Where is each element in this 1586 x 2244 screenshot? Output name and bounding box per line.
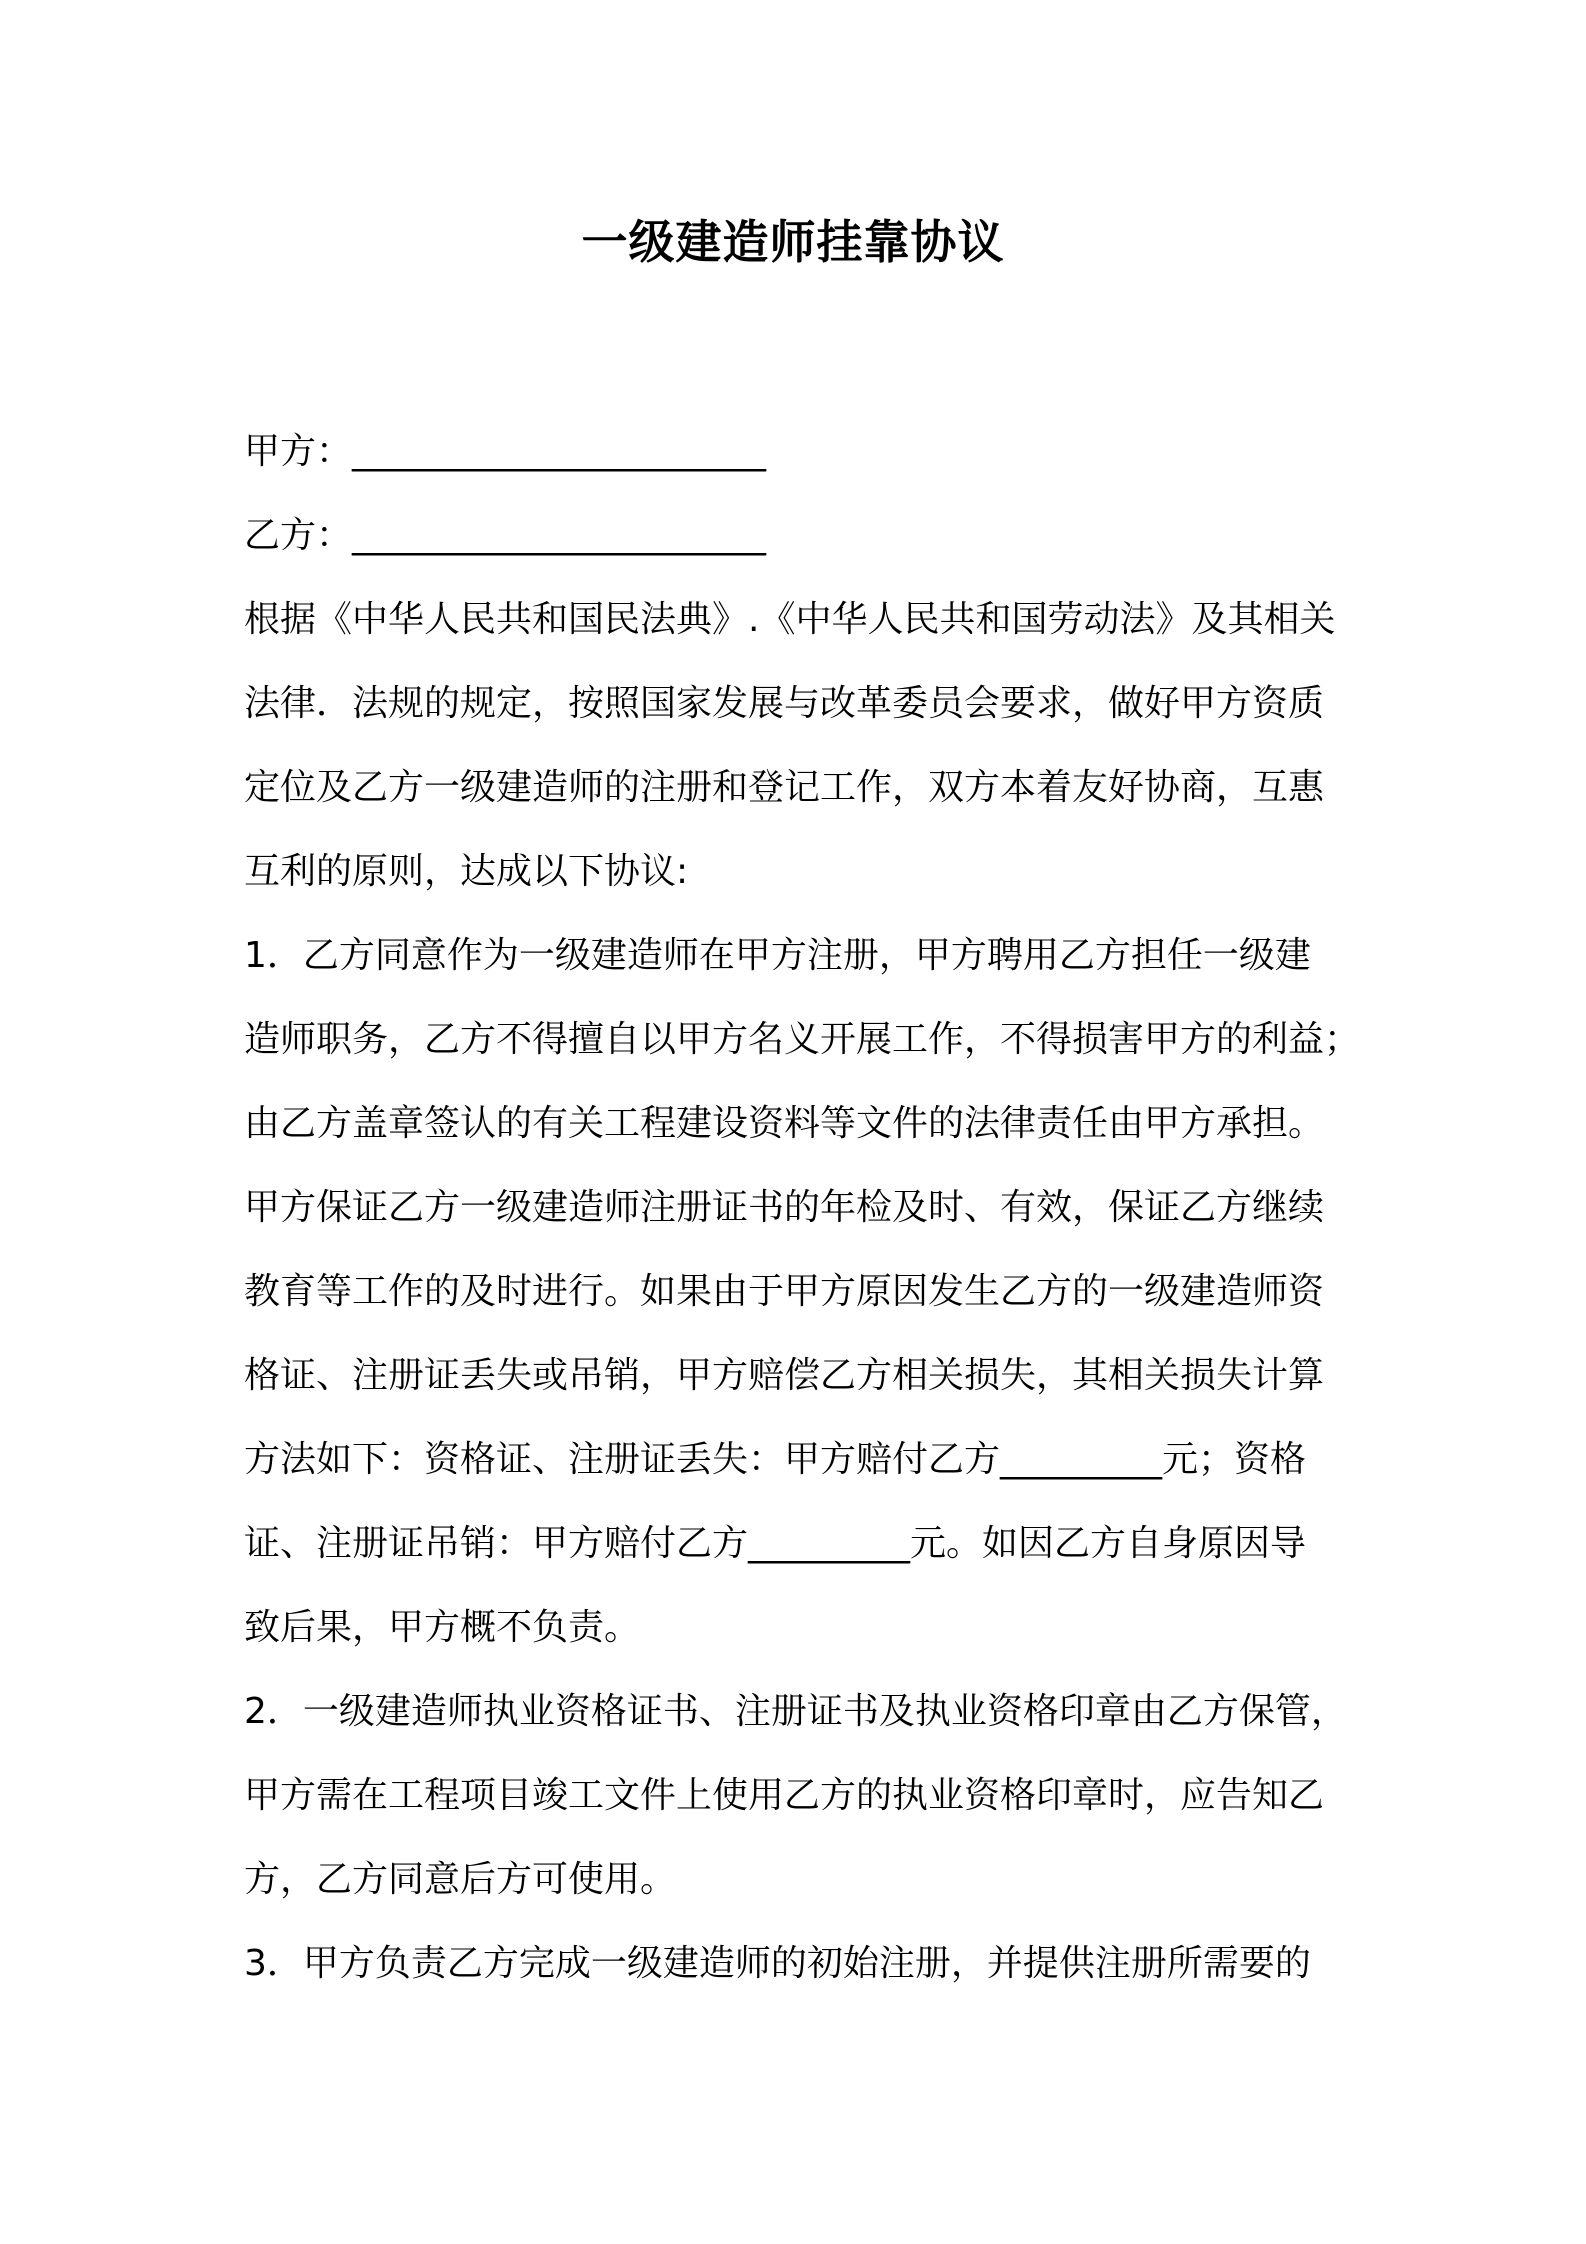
text-line: 由乙方盖章签认的有关工程建设资料等文件的法律责任由甲方承担。 — [244, 1103, 1325, 1144]
text-line: 致后果，甲方概不负责。 — [244, 1607, 641, 1648]
document-body — [244, 410, 1361, 2006]
text-line: 方，乙方同意后方可使用。 — [244, 1859, 677, 1900]
text-line: 互利的原则，达成以下协议: — [244, 851, 689, 892]
document-title: 一级建造师挂靠协议 — [581, 215, 1005, 269]
party-b-line — [244, 494, 1354, 578]
text-line: 根据《中华人民共和国民法典》.《中华人民共和国劳动法》及其相关 — [244, 599, 1336, 640]
text-line: 定位及乙方一级建造师的注册和登记工作，双方本着友好协商，互惠 — [244, 767, 1325, 808]
party-a-label: 甲方： — [244, 431, 353, 472]
party-a-blank: _______________________ — [352, 431, 767, 472]
text-line: 证、注册证吊销：甲方赔付乙方_________元。如因乙方自身原因导 — [244, 1523, 1307, 1564]
text-line: 方法如下：资格证、注册证丢失：甲方赔付乙方_________元；资格 — [244, 1439, 1307, 1480]
text-line: 法律．法规的规定，按照国家发展与改革委员会要求，做好甲方资质 — [244, 683, 1325, 724]
text-line: 2．一级建造师执业资格证书、注册证书及执业资格印章由乙方保管， — [244, 1691, 1347, 1732]
text-line: 格证、注册证丢失或吊销，甲方赔偿乙方相关损失，其相关损失计算 — [244, 1355, 1325, 1396]
party-a-line — [244, 410, 1354, 494]
text-line: 甲方保证乙方一级建造师注册证书的年检及时、有效，保证乙方继续 — [244, 1187, 1325, 1228]
party-b-blank: _______________________ — [352, 515, 767, 556]
party-b-label: 乙方： — [244, 515, 353, 556]
text-line: 3．甲方负责乙方完成一级建造师的初始注册，并提供注册所需要的 — [244, 1943, 1311, 1984]
text-line: 造师职务，乙方不得擅自以甲方名义开展工作，不得损害甲方的利益； — [244, 1019, 1361, 1060]
text-line: 教育等工作的及时进行。如果由于甲方原因发生乙方的一级建造师资 — [244, 1271, 1325, 1312]
text-line: 1．乙方同意作为一级建造师在甲方注册，甲方聘用乙方担任一级建 — [244, 935, 1311, 976]
text-line: 甲方需在工程项目竣工文件上使用乙方的执业资格印章时，应告知乙 — [244, 1775, 1325, 1816]
